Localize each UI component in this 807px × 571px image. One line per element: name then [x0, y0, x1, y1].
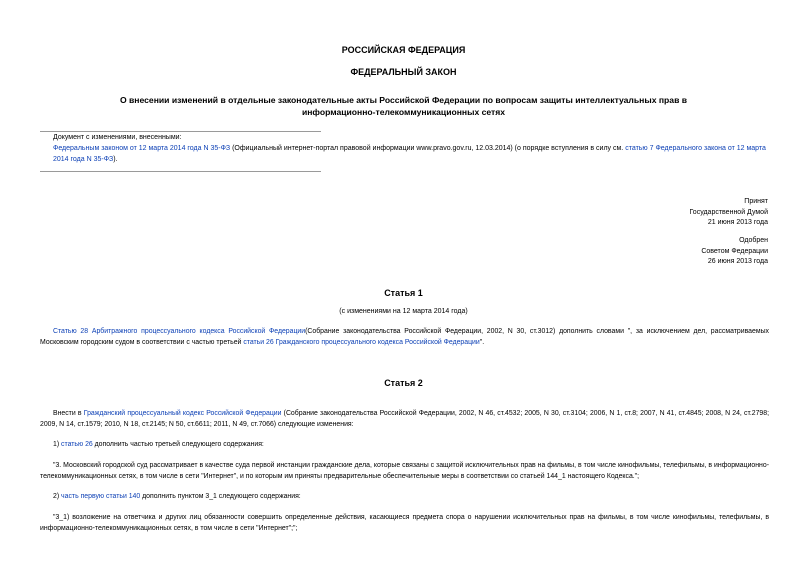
article-2-quote-1: "3. Московский городской суд рассматривает в качестве суда первой инстанции гражданские дела, которые связаны с защитой исключительных прав на фильмы, в том числе кинофильмы, телефильмы, в информационно-телекоммуникационных сетях, в том числе в сети "Интернет", и по которым им приняты предварительные обеспечительные меры в соответствии со статьей 144_1 настоящего Кодекса.";	[40, 462, 769, 480]
arbitration-code-link[interactable]: Статью 28 Арбитражного процессуального кодекса Российской Федерации	[53, 328, 306, 335]
council-name: Советом Федерации	[701, 247, 768, 255]
article-2-item-2	[53, 492, 769, 503]
article-2-item-1	[53, 440, 769, 451]
duma-adopted-label: Принят	[744, 198, 768, 205]
divider-top	[40, 131, 321, 132]
item-2-number: 2)	[53, 493, 62, 500]
article-1-note: (с изменениями на 12 марта 2014 года)	[339, 308, 468, 315]
council-date: 26 июня 2013 года	[707, 258, 768, 265]
amendment-intro: Документ с изменениями, внесенными:	[53, 134, 182, 141]
article-1-text	[40, 327, 769, 348]
duma-name: Государственной Думой	[689, 208, 768, 216]
document-title: О внесении изменений в отдельные законодательные акты Российской Федерации по вопросам защиты интеллектуальных прав в информационно-телекоммуникационных сетях	[119, 95, 688, 117]
amendment-note	[53, 144, 769, 165]
article-2-quote-2: "3_1) возложение на ответчика и других лиц обязанности совершить определенные действия, касающиеся предмета спора о нарушении исключительных прав на фильмы, в том числе кинофильмы, телефильмы, в информационно-телекоммуникационных сетях, в том числе в сети "Интернет";";	[40, 514, 769, 532]
country-heading: РОССИЙСКАЯ ФЕДЕРАЦИЯ	[341, 45, 466, 55]
article-1-end: ".	[479, 338, 485, 346]
amendment-source: (Официальный интернет-портал правовой информации www.pravo.gov.ru, 12.03.2014) (о порядке вступления в силу см.	[230, 145, 626, 152]
council-approved-label: Одобрен	[739, 237, 768, 244]
duma-date: 21 июня 2013 года	[707, 219, 768, 226]
civil-code-article-26-link[interactable]: статьи 26 Гражданского процессуального кодекса Российской Федерации	[243, 338, 480, 346]
article-2-intro	[40, 409, 769, 430]
amendment-article-link[interactable]: статью 7 Федерального закона от 12 марта 2014 года N 35-ФЗ	[53, 145, 766, 163]
amendment-law-link[interactable]: Федеральным законом от 12 марта 2014 года N 35-ФЗ	[53, 145, 231, 152]
amendment-tail: ).	[113, 155, 118, 163]
civil-procedure-code-link[interactable]: Гражданский процессуальный кодекс Российской Федерации	[83, 410, 282, 417]
article-2-intro-rest: (Собрание законодательства Российской Федерации, 2002, N 46, ст.4532; 2005, N 30, ст.3104; 2006, N 1, ст.8; 2007, N 41, ст.4845; 2008, N 24, ст.2798; 2009, N 14, ст.1579; 2010, N 18, ст.2145; N 50, ст.6611; 2011, N 49, ст.7066) следующие изменения:	[40, 410, 769, 428]
item-1-text: дополнить частью третьей следующего содержания:	[92, 441, 264, 448]
article-2-intro-start: Внести в	[53, 410, 84, 417]
law-type-heading: ФЕДЕРАЛЬНЫЙ ЗАКОН	[350, 67, 457, 77]
council-approval	[568, 236, 768, 268]
article-1-body: (Собрание законодательства Российской Федерации, 2002, N 30, ст.3012) дополнить словами ", за исключением дел, рассматриваемых Московским городским судом в соответствии с частью третьей	[40, 328, 769, 346]
article-26-link[interactable]: статью 26	[61, 441, 93, 448]
article-140-link[interactable]: часть первую статьи 140	[61, 493, 141, 500]
article-2-heading: Статья 2	[384, 378, 423, 388]
item-1-number: 1)	[53, 441, 62, 448]
article-1-heading: Статья 1	[384, 288, 423, 298]
item-2-text: дополнить пунктом 3_1 следующего содержания:	[140, 493, 301, 500]
divider-bottom	[40, 171, 321, 172]
duma-adoption	[568, 197, 768, 229]
